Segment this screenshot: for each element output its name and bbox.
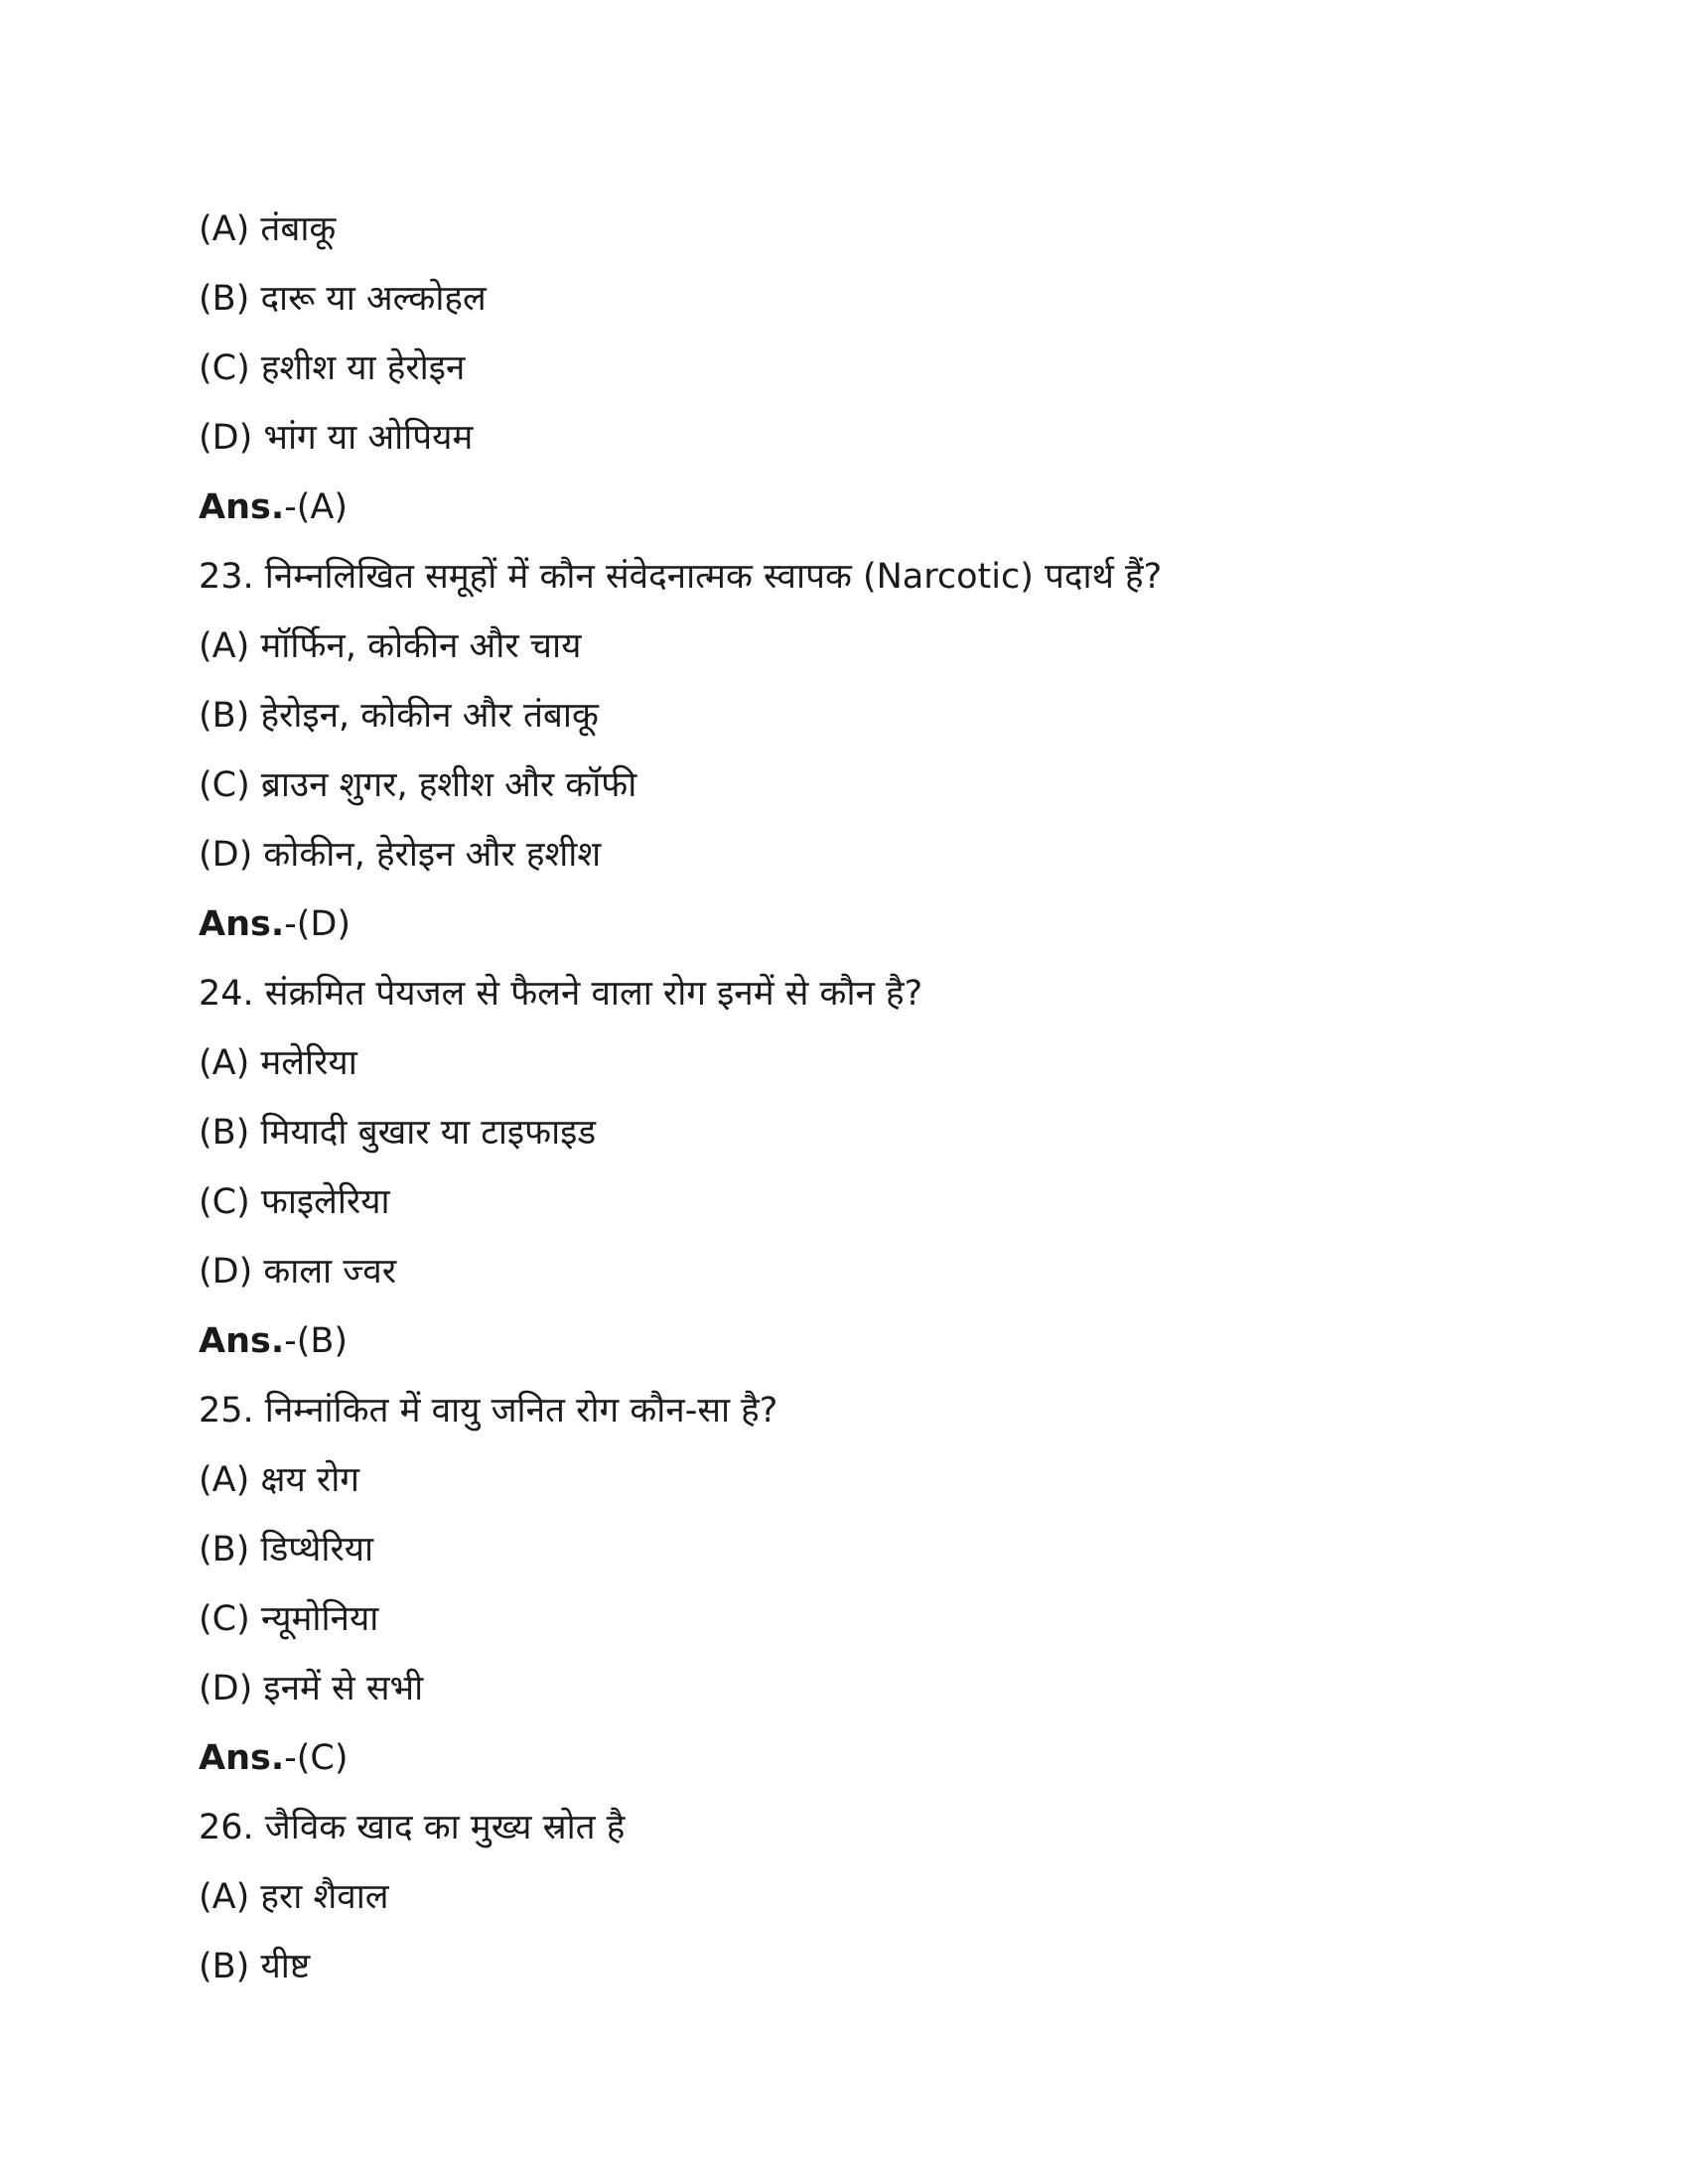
option-a: (A) मलेरिया bbox=[199, 1043, 357, 1083]
answer-label: Ans. bbox=[199, 904, 285, 944]
option-b: (B) डिप्थेरिया bbox=[199, 1530, 374, 1570]
question-26: 26. जैविक खाद का मुख्य स्रोत है bbox=[199, 1808, 626, 1847]
option-a: (A) मॉर्फिन, कोकीन और चाय bbox=[199, 626, 582, 666]
option-d: (D) काला ज्वर bbox=[199, 1252, 397, 1292]
question-23: 23. निम्नलिखित समूहों में कौन संवेदनात्मक स्वापक (Narcotic) पदार्थ हैं? bbox=[199, 557, 1163, 597]
option-c: (C) ब्राउन शुगर, हशीश और कॉफी bbox=[199, 765, 637, 805]
question-25: 25. निम्नांकित में वायु जनित रोग कौन-सा है? bbox=[199, 1391, 778, 1431]
option-c: (C) फाइलेरिया bbox=[199, 1182, 390, 1222]
document-page bbox=[199, 195, 1489, 2001]
option-d: (D) कोकीन, हेरोइन और हशीश bbox=[199, 835, 602, 875]
answer-line bbox=[199, 473, 1489, 542]
question-24: 24. संक्रमित पेयजल से फैलने वाला रोग इनमें से कौन है? bbox=[199, 974, 923, 1014]
answer-label: Ans. bbox=[199, 1738, 285, 1778]
option-a: (A) हरा शैवाल bbox=[199, 1877, 389, 1917]
option-c: (C) हशीश या हेरोइन bbox=[199, 348, 466, 388]
answer-value: -(C) bbox=[284, 1738, 349, 1778]
answer-label: Ans. bbox=[199, 487, 285, 527]
answer-line bbox=[199, 889, 1489, 959]
option-c: (C) न्यूमोनिया bbox=[199, 1599, 379, 1639]
answer-value: -(A) bbox=[284, 487, 349, 527]
answer-line bbox=[199, 1723, 1489, 1793]
answer-value: -(D) bbox=[284, 904, 352, 944]
option-a: (A) क्षय रोग bbox=[199, 1460, 359, 1500]
option-b: (B) यीष्ट bbox=[199, 1947, 311, 1986]
option-b: (B) हेरोइन, कोकीन और तंबाकू bbox=[199, 696, 599, 736]
option-d: (D) इनमें से सभी bbox=[199, 1669, 424, 1708]
option-b: (B) दारू या अल्कोहल bbox=[199, 279, 487, 319]
answer-line bbox=[199, 1306, 1489, 1376]
option-b: (B) मियादी बुखार या टाइफाइड bbox=[199, 1113, 597, 1153]
answer-value: -(B) bbox=[284, 1321, 349, 1361]
option-d: (D) भांग या ओपियम bbox=[199, 418, 474, 458]
option-a: (A) तंबाकू bbox=[199, 209, 337, 249]
answer-label: Ans. bbox=[199, 1321, 285, 1361]
